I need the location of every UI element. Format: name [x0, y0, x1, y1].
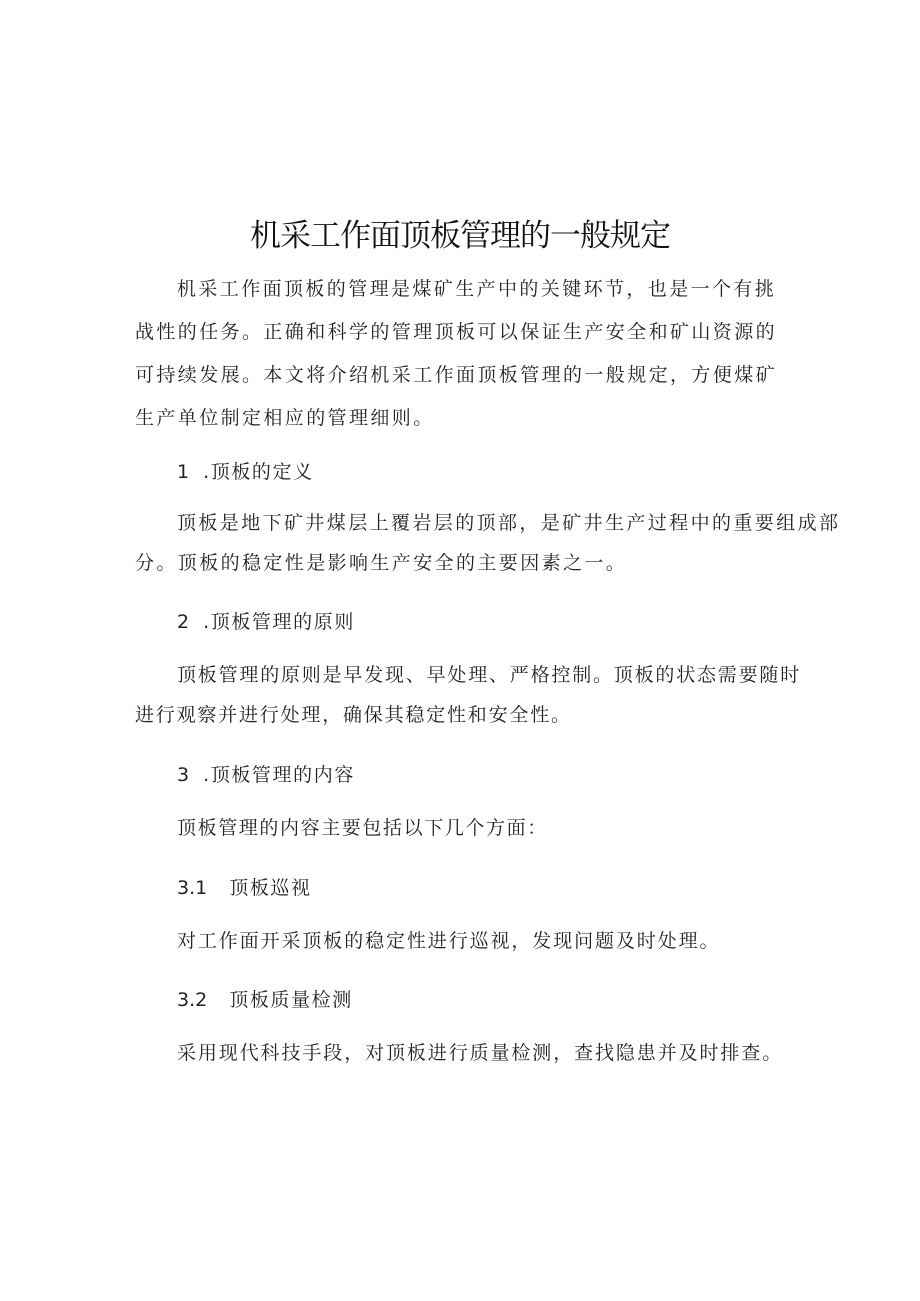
subsection-heading	[177, 873, 312, 903]
intro-text: 机采工作面顶板的管理是煤矿生产中的关键环节，也是一个有挑战性的任务。正确和科学的管理顶板可以保证生产安全和矿山资源的可持续发展。本文将介绍机采工作面顶板管理的一般规定，方便煤矿生产单位制定相应的管理细则。	[135, 278, 778, 429]
section-heading-text: .顶板管理的原则	[203, 611, 355, 633]
section-body-line: 顶板管理的原则是早发现、早处理、严格控制。顶板的状态需要随时	[177, 664, 802, 686]
subsection-number: 3.2	[177, 989, 208, 1011]
section-heading-text: .顶板的定义	[203, 461, 314, 483]
document-title: 机采工作面顶板管理的一般规定	[250, 218, 670, 254]
subsection-number: 3.1	[177, 877, 208, 899]
section-body-line: 顶板管理的内容主要包括以下几个方面：	[177, 817, 548, 839]
subsection-body: 采用现代科技手段，对顶板进行质量检测，查找隐患并及时排查。	[177, 1042, 784, 1064]
section-body-line: 进行观察并进行处理，确保其稳定性和安全性。	[135, 704, 572, 726]
subsection-heading-text: 顶板巡视	[229, 877, 312, 899]
section-number: 2	[177, 611, 190, 633]
subsection-heading	[177, 985, 353, 1015]
subsection-heading-text: 顶板质量检测	[229, 989, 353, 1011]
section-body-line: 顶板是地下矿井煤层上覆岩层的顶部，是矿井生产过程中的重要组成部	[177, 512, 841, 534]
section-number: 1	[177, 461, 190, 483]
section-body-line: 分。顶板的稳定性是影响生产安全的主要因素之一。	[135, 552, 628, 574]
section-heading	[177, 457, 314, 487]
section-heading	[177, 760, 355, 790]
section-heading	[177, 607, 355, 637]
section-number: 3	[177, 764, 190, 786]
section-heading-text: .顶板管理的内容	[203, 764, 355, 786]
intro-paragraph	[135, 268, 795, 440]
subsection-body: 对工作面开采顶板的稳定性进行巡视，发现问题及时处理。	[177, 930, 721, 952]
